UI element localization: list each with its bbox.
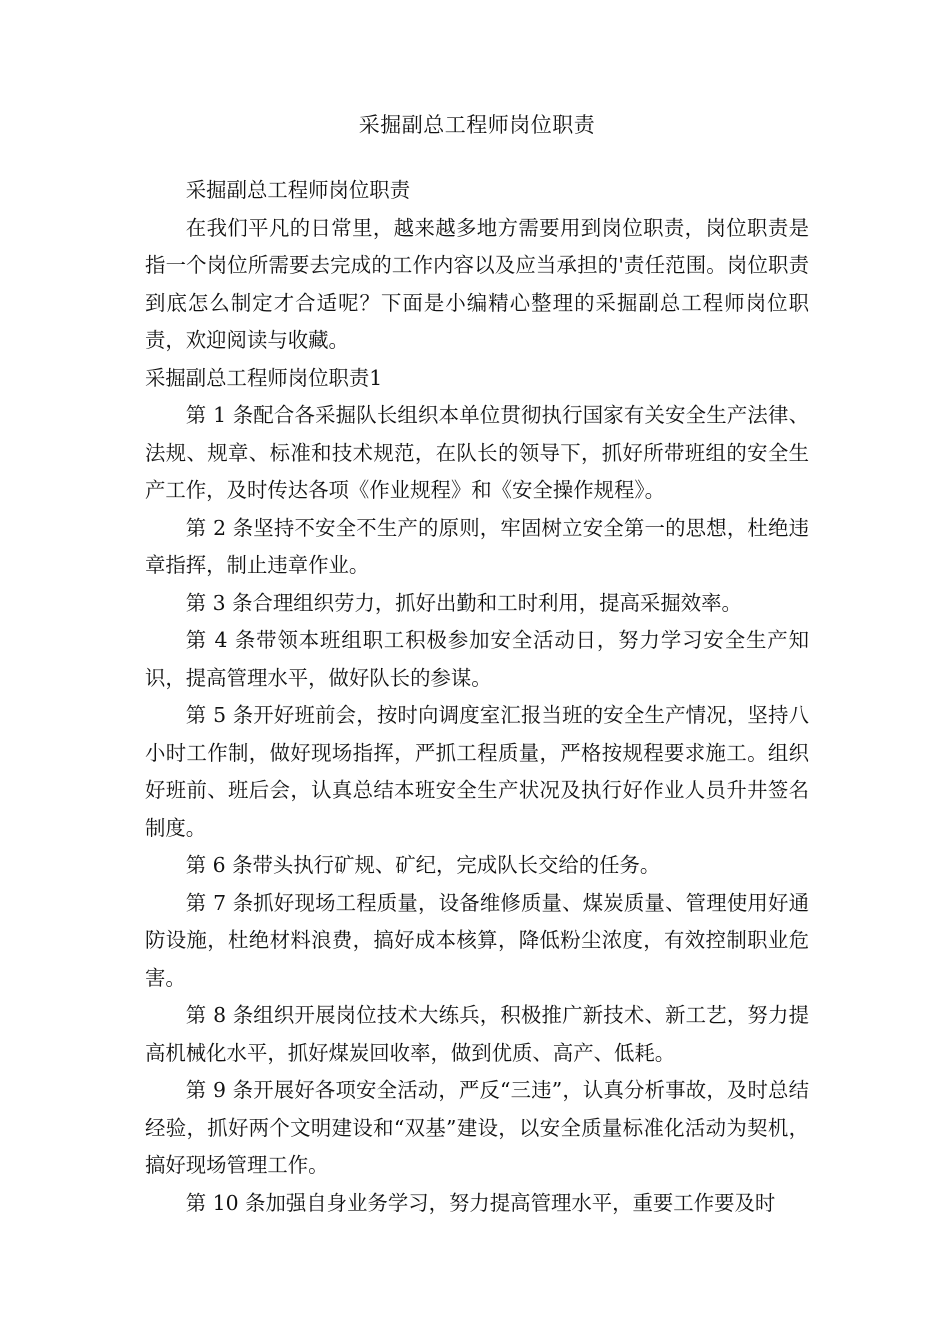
article-9: 第 9 条开展好各项安全活动，严反“三违”，认真分析事故，及时总结经验，抓好两个文明建设和“双基”建设，以安全质量标准化活动为契机，搞好现场管理工作。 — [145, 1078, 809, 1177]
article-4: 第 4 条带领本班组职工积极参加安全活动日，努力学习安全生产知识，提高管理水平，做好队长的参谋。 — [145, 628, 809, 690]
article-6: 第 6 条带头执行矿规、矿纪，完成队长交给的任务。 — [185, 853, 661, 877]
article-1: 第 1 条配合各采掘队长组织本单位贯彻执行国家有关安全生产法律、法规、规章、标准和技术规范，在队长的领导下，抓好所带班组的安全生产工作，及时传达各项《作业规程》和《安全操作规程》。 — [145, 403, 809, 502]
article-7: 第 7 条抓好现场工程质量，设备维修质量、煤炭质量、管理使用好通防设施，杜绝材料浪费，搞好成本核算，降低粉尘浓度，有效控制职业危害。 — [145, 890, 809, 990]
article-10: 第 10 条加强自身业务学习，努力提高管理水平，重要工作要及时 — [185, 1190, 776, 1215]
article-8: 第 8 条组织开展岗位技术大练兵，积极推广新技术、新工艺，努力提高机械化水平，抓好煤炭回收率，做到优质、高产、低耗。 — [145, 1003, 809, 1065]
document-subtitle: 采掘副总工程师岗位职责 — [185, 178, 411, 202]
article-3: 第 3 条合理组织劳力，抓好出勤和工时利用，提高采掘效率。 — [185, 590, 742, 615]
article-5: 第 5 条开好班前会，按时向调度室汇报当班的安全生产情况，坚持八小时工作制，做好现场指挥，严抓工程质量，严格按规程要求施工。组织好班前、班后会，认真总结本班安全生产状况及执行好作业人员升井签名制度。 — [145, 703, 809, 840]
document-title: 采掘副总工程师岗位职责 — [358, 113, 596, 137]
article-2: 第 2 条坚持不安全不生产的原则，牢固树立安全第一的思想，杜绝违章指挥，制止违章作业。 — [145, 515, 809, 577]
section-heading: 采掘副总工程师岗位职责1 — [145, 365, 383, 390]
document-page — [145, 110, 809, 1222]
intro-paragraph: 在我们平凡的日常里，越来越多地方需要用到岗位职责，岗位职责是指一个岗位所需要去完成的工作内容以及应当承担的'责任范围。岗位职责到底怎么制定才合适呢？下面是小编精心整理的采掘副总工程师岗位职责，欢迎阅读与收藏。 — [145, 215, 809, 352]
